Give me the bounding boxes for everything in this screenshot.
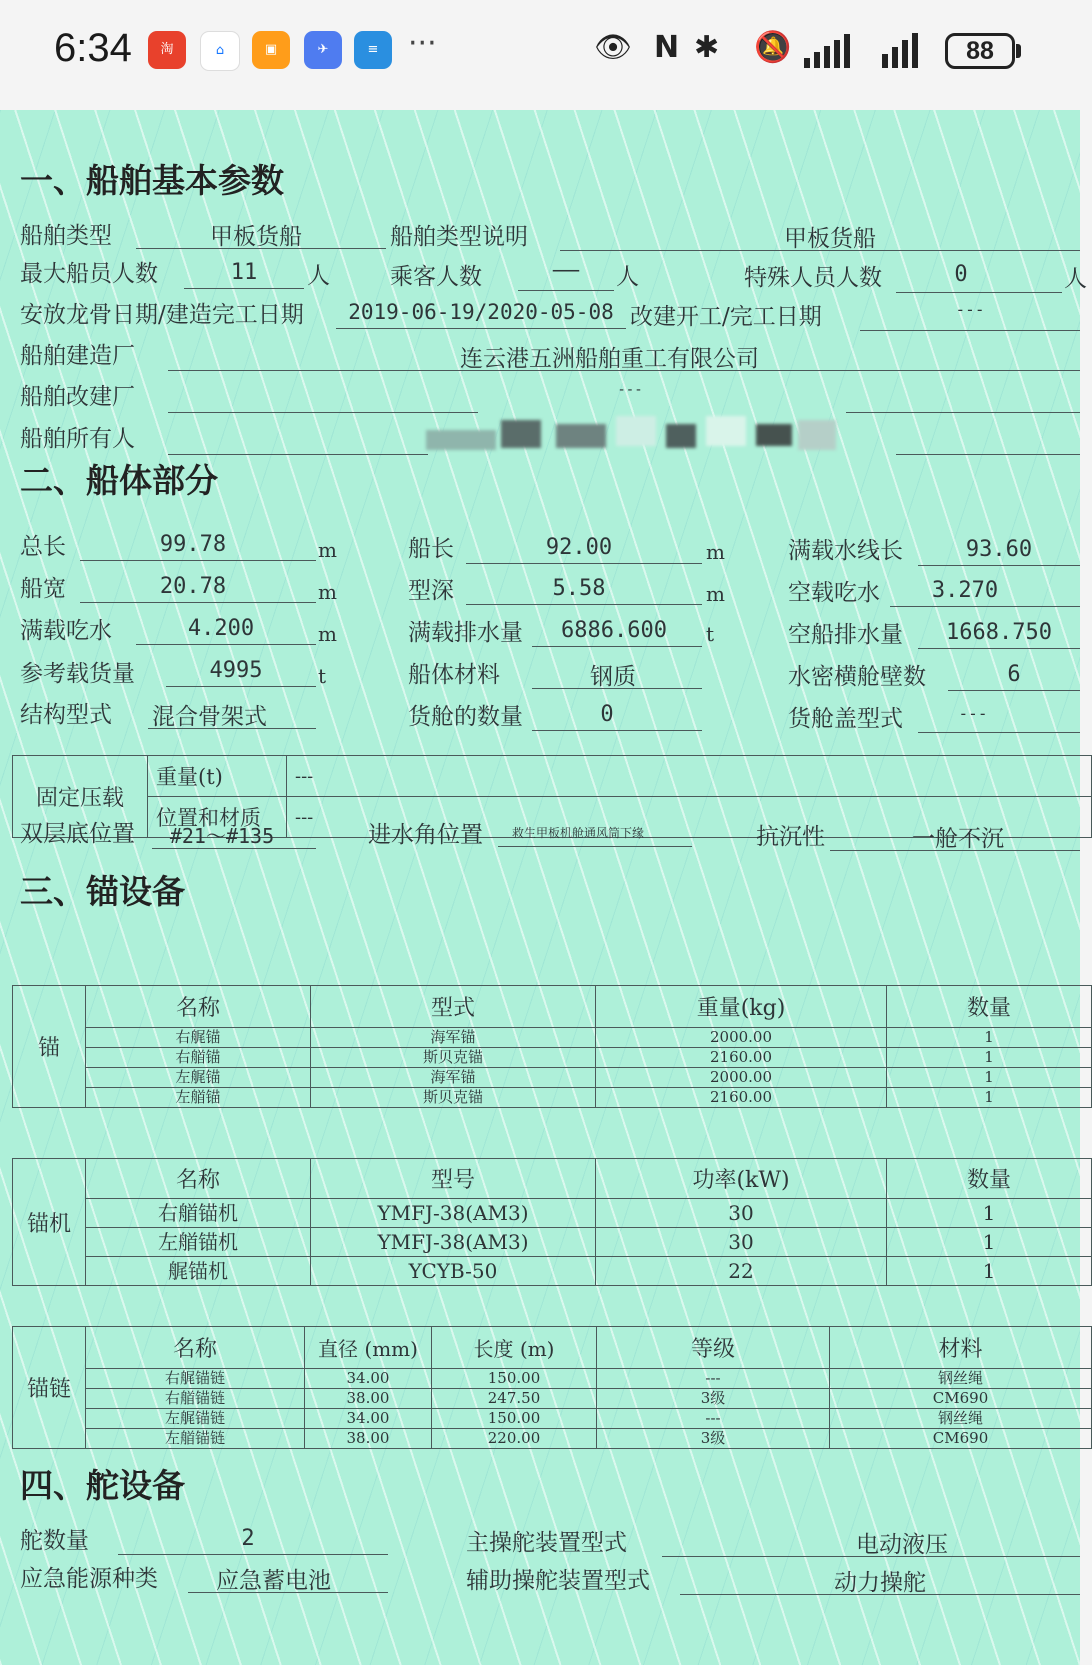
flood-angle-label: 进水角位置	[368, 822, 483, 848]
rudder-count-label: 舵数量	[20, 1528, 89, 1554]
light-draft-line	[890, 606, 1080, 607]
nfc-icon: N	[654, 30, 680, 65]
ballast-weight-label: 重量(t)	[148, 756, 287, 797]
lwl-value: 93.60	[965, 537, 1033, 562]
anchor-header-name: 名称	[86, 986, 311, 1028]
lbp-value: 92.00	[545, 535, 613, 560]
lwl-line	[918, 565, 1080, 566]
full-draft-value: 4.200	[187, 616, 255, 641]
depth-line	[466, 604, 702, 605]
main-steering-value: 电动液压	[856, 1532, 948, 1558]
structure-value: 混合骨架式	[152, 704, 267, 730]
passenger-label: 乘客人数	[390, 264, 482, 290]
unsinkability-value: 一舱不沉	[912, 826, 1004, 852]
light-displacement-label: 空船排水量	[788, 622, 903, 648]
anchor-cell: 1	[887, 1088, 1092, 1108]
crew-unit: 人	[307, 263, 330, 289]
ship-type-desc-label: 船舶类型说明	[390, 224, 528, 250]
orange-app-icon: ▣	[252, 31, 290, 69]
chain-cell: ---	[597, 1409, 830, 1429]
depth-label: 型深	[408, 578, 454, 604]
ref-cargo-label: 参考载货量	[20, 661, 135, 687]
loa-value: 99.78	[159, 532, 227, 557]
bulkhead-value: 6	[1007, 662, 1021, 687]
ship-type-desc-value: 甲板货船	[784, 226, 876, 252]
full-draft-label: 满载吃水	[20, 618, 112, 644]
anchor-cell: 右艉锚	[86, 1028, 311, 1048]
anchor-header-qty: 数量	[887, 986, 1092, 1028]
windlass-cell: 左艏锚机	[86, 1228, 311, 1257]
anchor-cell: 海军锚	[311, 1028, 596, 1048]
section-2-title: 二、船体部分	[20, 461, 218, 500]
anchor-cell: 斯贝克锚	[311, 1088, 596, 1108]
anchor-cell: 2000.00	[596, 1068, 887, 1088]
loa-line	[80, 560, 316, 561]
lbp-line	[466, 563, 702, 564]
windlass-table	[12, 1158, 1092, 1286]
windlass-table-label: 锚机	[13, 1159, 86, 1286]
more-notifications-icon: ···	[408, 26, 437, 61]
anchor-cell: 1	[887, 1048, 1092, 1068]
rudder-count-line	[118, 1554, 388, 1555]
bird-app-icon: ✈	[304, 31, 342, 69]
beam-label: 船宽	[20, 576, 66, 602]
chain-header-length: 长度 (m)	[432, 1327, 597, 1369]
flood-angle-line	[498, 846, 692, 847]
status-time: 6:34	[54, 26, 132, 70]
holds-value: 0	[600, 702, 614, 727]
section-4-title: 四、舵设备	[20, 1466, 185, 1505]
owner-redacted-mosaic	[426, 410, 836, 450]
beam-line	[80, 602, 316, 603]
windlass-header-power: 功率(kW)	[596, 1159, 887, 1199]
ballast-position-label: 位置和材质	[148, 797, 287, 838]
chain-cell: 150.00	[432, 1409, 597, 1429]
anchor-header-weight: 重量(kg)	[596, 986, 887, 1028]
table-row	[13, 1409, 1092, 1429]
emergency-power-label: 应急能源种类	[20, 1566, 158, 1592]
chain-cell: 左艏锚链	[86, 1429, 305, 1449]
holds-label: 货舱的数量	[408, 704, 523, 730]
section-1-title: 一、船舶基本参数	[20, 161, 284, 200]
table-row	[13, 1088, 1092, 1108]
keel-date-label: 安放龙骨日期/建造完工日期	[20, 302, 304, 328]
chain-cell: CM690	[830, 1389, 1092, 1409]
full-displacement-line	[532, 646, 702, 647]
hatch-line	[918, 732, 1080, 733]
table-row	[13, 1068, 1092, 1088]
chain-cell: 38.00	[305, 1389, 432, 1409]
chain-header-name: 名称	[86, 1327, 305, 1369]
ref-cargo-value: 4995	[209, 658, 263, 683]
hatch-value: ---	[958, 704, 988, 723]
windlass-header-name: 名称	[86, 1159, 311, 1199]
signal-2-icon	[880, 30, 936, 70]
table-row	[13, 1257, 1092, 1286]
windlass-cell: 30	[596, 1199, 887, 1228]
certificate-document	[0, 110, 1087, 1665]
rebuilder-label: 船舶改建厂	[20, 384, 135, 410]
light-draft-label: 空载吃水	[788, 580, 880, 606]
special-crew-line	[896, 292, 1062, 293]
windlass-cell: 1	[887, 1199, 1092, 1228]
ref-cargo-unit: t	[318, 664, 327, 688]
signal-1-icon	[802, 30, 872, 70]
depth-unit: m	[706, 582, 725, 606]
anchor-cell: 1	[887, 1068, 1092, 1088]
windlass-cell: 22	[596, 1257, 887, 1286]
windlass-cell: 右艏锚机	[86, 1199, 311, 1228]
loa-unit: m	[318, 538, 337, 562]
unsinkability-label: 抗沉性	[756, 824, 825, 850]
hull-material-label: 船体材料	[408, 662, 500, 688]
lwl-label: 满载水线长	[788, 538, 903, 564]
aux-steering-label: 辅助操舵装置型式	[466, 1568, 650, 1594]
lbp-label: 船长	[408, 536, 454, 562]
chain-cell: CM690	[830, 1429, 1092, 1449]
windlass-cell: YCYB-50	[311, 1257, 596, 1286]
table-row	[13, 1389, 1092, 1409]
chain-cell: 3级	[597, 1429, 830, 1449]
bulkhead-label: 水密横舱壁数	[788, 664, 926, 690]
chain-cell: 钢丝绳	[830, 1409, 1092, 1429]
special-crew-unit: 人	[1064, 266, 1087, 292]
light-displacement-value: 1668.750	[946, 620, 1052, 645]
chain-cell: 247.50	[432, 1389, 597, 1409]
battery-icon: 88	[945, 33, 1015, 69]
full-displacement-unit: t	[706, 622, 715, 646]
builder-label: 船舶建造厂	[20, 343, 135, 369]
special-crew-label: 特殊人员人数	[744, 265, 882, 291]
rudder-count-value: 2	[241, 1526, 255, 1551]
chain-header-grade: 等级	[597, 1327, 830, 1369]
chain-cell: 150.00	[432, 1369, 597, 1389]
anchor-cell: 海军锚	[311, 1068, 596, 1088]
blue-app-icon: ≡	[354, 31, 392, 69]
ship-type-value: 甲板货船	[210, 224, 302, 250]
chain-cell: 钢丝绳	[830, 1369, 1092, 1389]
chain-cell: 38.00	[305, 1429, 432, 1449]
windlass-cell: 1	[887, 1257, 1092, 1286]
battery-cap	[1016, 44, 1021, 58]
passenger-line	[518, 290, 614, 291]
anchor-header-type: 型式	[311, 986, 596, 1028]
anchor-cell: 右艏锚	[86, 1048, 311, 1068]
anchor-cell: 左艉锚	[86, 1068, 311, 1088]
ship-type-label: 船舶类型	[20, 223, 112, 249]
anchor-cell: 左艏锚	[86, 1088, 311, 1108]
windlass-cell: YMFJ-38(AM3)	[311, 1199, 596, 1228]
main-steering-label: 主操舵装置型式	[466, 1530, 627, 1556]
hatch-label: 货舱盖型式	[788, 706, 903, 732]
windlass-cell: 30	[596, 1228, 887, 1257]
anchor-cell: 2000.00	[596, 1028, 887, 1048]
table-row	[13, 1228, 1092, 1257]
chain-cell: 左艉锚链	[86, 1409, 305, 1429]
table-row	[13, 1199, 1092, 1228]
windlass-cell: 艉锚机	[86, 1257, 311, 1286]
status-bar	[0, 0, 1080, 110]
windlass-cell: 1	[887, 1228, 1092, 1257]
beam-value: 20.78	[159, 574, 227, 599]
chain-cell: 右艉锚链	[86, 1369, 305, 1389]
full-displacement-value: 6886.600	[561, 618, 667, 643]
chain-cell: 3级	[597, 1389, 830, 1409]
modify-date-label: 改建开工/完工日期	[630, 304, 822, 330]
beam-unit: m	[318, 580, 337, 604]
builder-value: 连云港五洲船舶重工有限公司	[460, 346, 759, 372]
chain-cell: 右艏锚链	[86, 1389, 305, 1409]
ballast-label: 固定压载	[13, 756, 148, 838]
windlass-cell: YMFJ-38(AM3)	[311, 1228, 596, 1257]
crew-value: 11	[230, 260, 258, 285]
full-draft-line	[136, 644, 316, 645]
flood-angle-value: 救生甲板机舱通风筒下缘	[512, 826, 645, 840]
windlass-header-model: 型号	[311, 1159, 596, 1199]
anchor-cell: 2160.00	[596, 1048, 887, 1068]
passenger-value: ——	[552, 258, 580, 283]
full-displacement-label: 满载排水量	[408, 620, 523, 646]
hull-material-value: 钢质	[590, 664, 636, 690]
loa-label: 总长	[20, 534, 66, 560]
owner-label: 船舶所有人	[20, 426, 135, 452]
anchor-cell: 1	[887, 1028, 1092, 1048]
section-3-title: 三、锚设备	[20, 872, 185, 911]
anchor-table-label: 锚	[13, 986, 86, 1108]
rebuilder-line-right	[846, 412, 1080, 413]
light-displacement-line	[918, 648, 1080, 649]
chain-table-label: 锚链	[13, 1327, 86, 1449]
keel-date-value: 2019-06-19/2020-05-08	[348, 300, 614, 324]
structure-label: 结构型式	[20, 702, 112, 728]
chain-cell: ---	[597, 1369, 830, 1389]
modify-date-value: ---	[955, 300, 985, 319]
owner-line-right	[896, 454, 1080, 455]
double-bottom-label: 双层底位置	[20, 821, 135, 847]
taobao-icon: 淘	[148, 31, 186, 69]
chain-header-diameter: 直径 (mm)	[305, 1327, 432, 1369]
ref-cargo-line	[166, 686, 316, 687]
eye-icon: 👁	[594, 30, 633, 65]
table-row	[13, 1369, 1092, 1389]
anchor-cell: 斯贝克锚	[311, 1048, 596, 1068]
chain-cell: 34.00	[305, 1409, 432, 1429]
table-row	[13, 1028, 1092, 1048]
keel-date-line	[336, 328, 626, 329]
bluetooth-icon: ✱	[694, 30, 720, 65]
bulkhead-line	[948, 690, 1080, 691]
passenger-unit: 人	[616, 264, 639, 290]
chain-header-material: 材料	[830, 1327, 1092, 1369]
windlass-header-qty: 数量	[887, 1159, 1092, 1199]
special-crew-value: 0	[954, 262, 968, 287]
chain-cell: 34.00	[305, 1369, 432, 1389]
full-draft-unit: m	[318, 622, 337, 646]
anchor-table	[12, 985, 1092, 1108]
ballast-position-value: ---	[287, 797, 1092, 838]
table-row	[13, 1048, 1092, 1068]
chain-table	[12, 1326, 1092, 1449]
double-bottom-value: #21～#135	[169, 824, 275, 848]
modify-date-line	[860, 330, 1080, 331]
crew-label: 最大船员人数	[20, 261, 158, 287]
lbp-unit: m	[706, 540, 725, 564]
aux-steering-value: 动力操舵	[834, 1570, 926, 1596]
holds-line	[532, 730, 702, 731]
anchor-cell: 2160.00	[596, 1088, 887, 1108]
emergency-power-value: 应急蓄电池	[216, 1568, 331, 1594]
light-draft-value: 3.270	[931, 578, 999, 603]
table-row	[13, 1429, 1092, 1449]
mute-icon: 🔕	[754, 30, 792, 65]
chain-cell: 220.00	[432, 1429, 597, 1449]
ballast-weight-value: ---	[287, 756, 1092, 797]
crew-line	[184, 288, 304, 289]
alipay-icon: ⌂	[200, 31, 240, 71]
rebuilder-value: ---	[617, 382, 643, 398]
depth-value: 5.58	[552, 576, 606, 601]
